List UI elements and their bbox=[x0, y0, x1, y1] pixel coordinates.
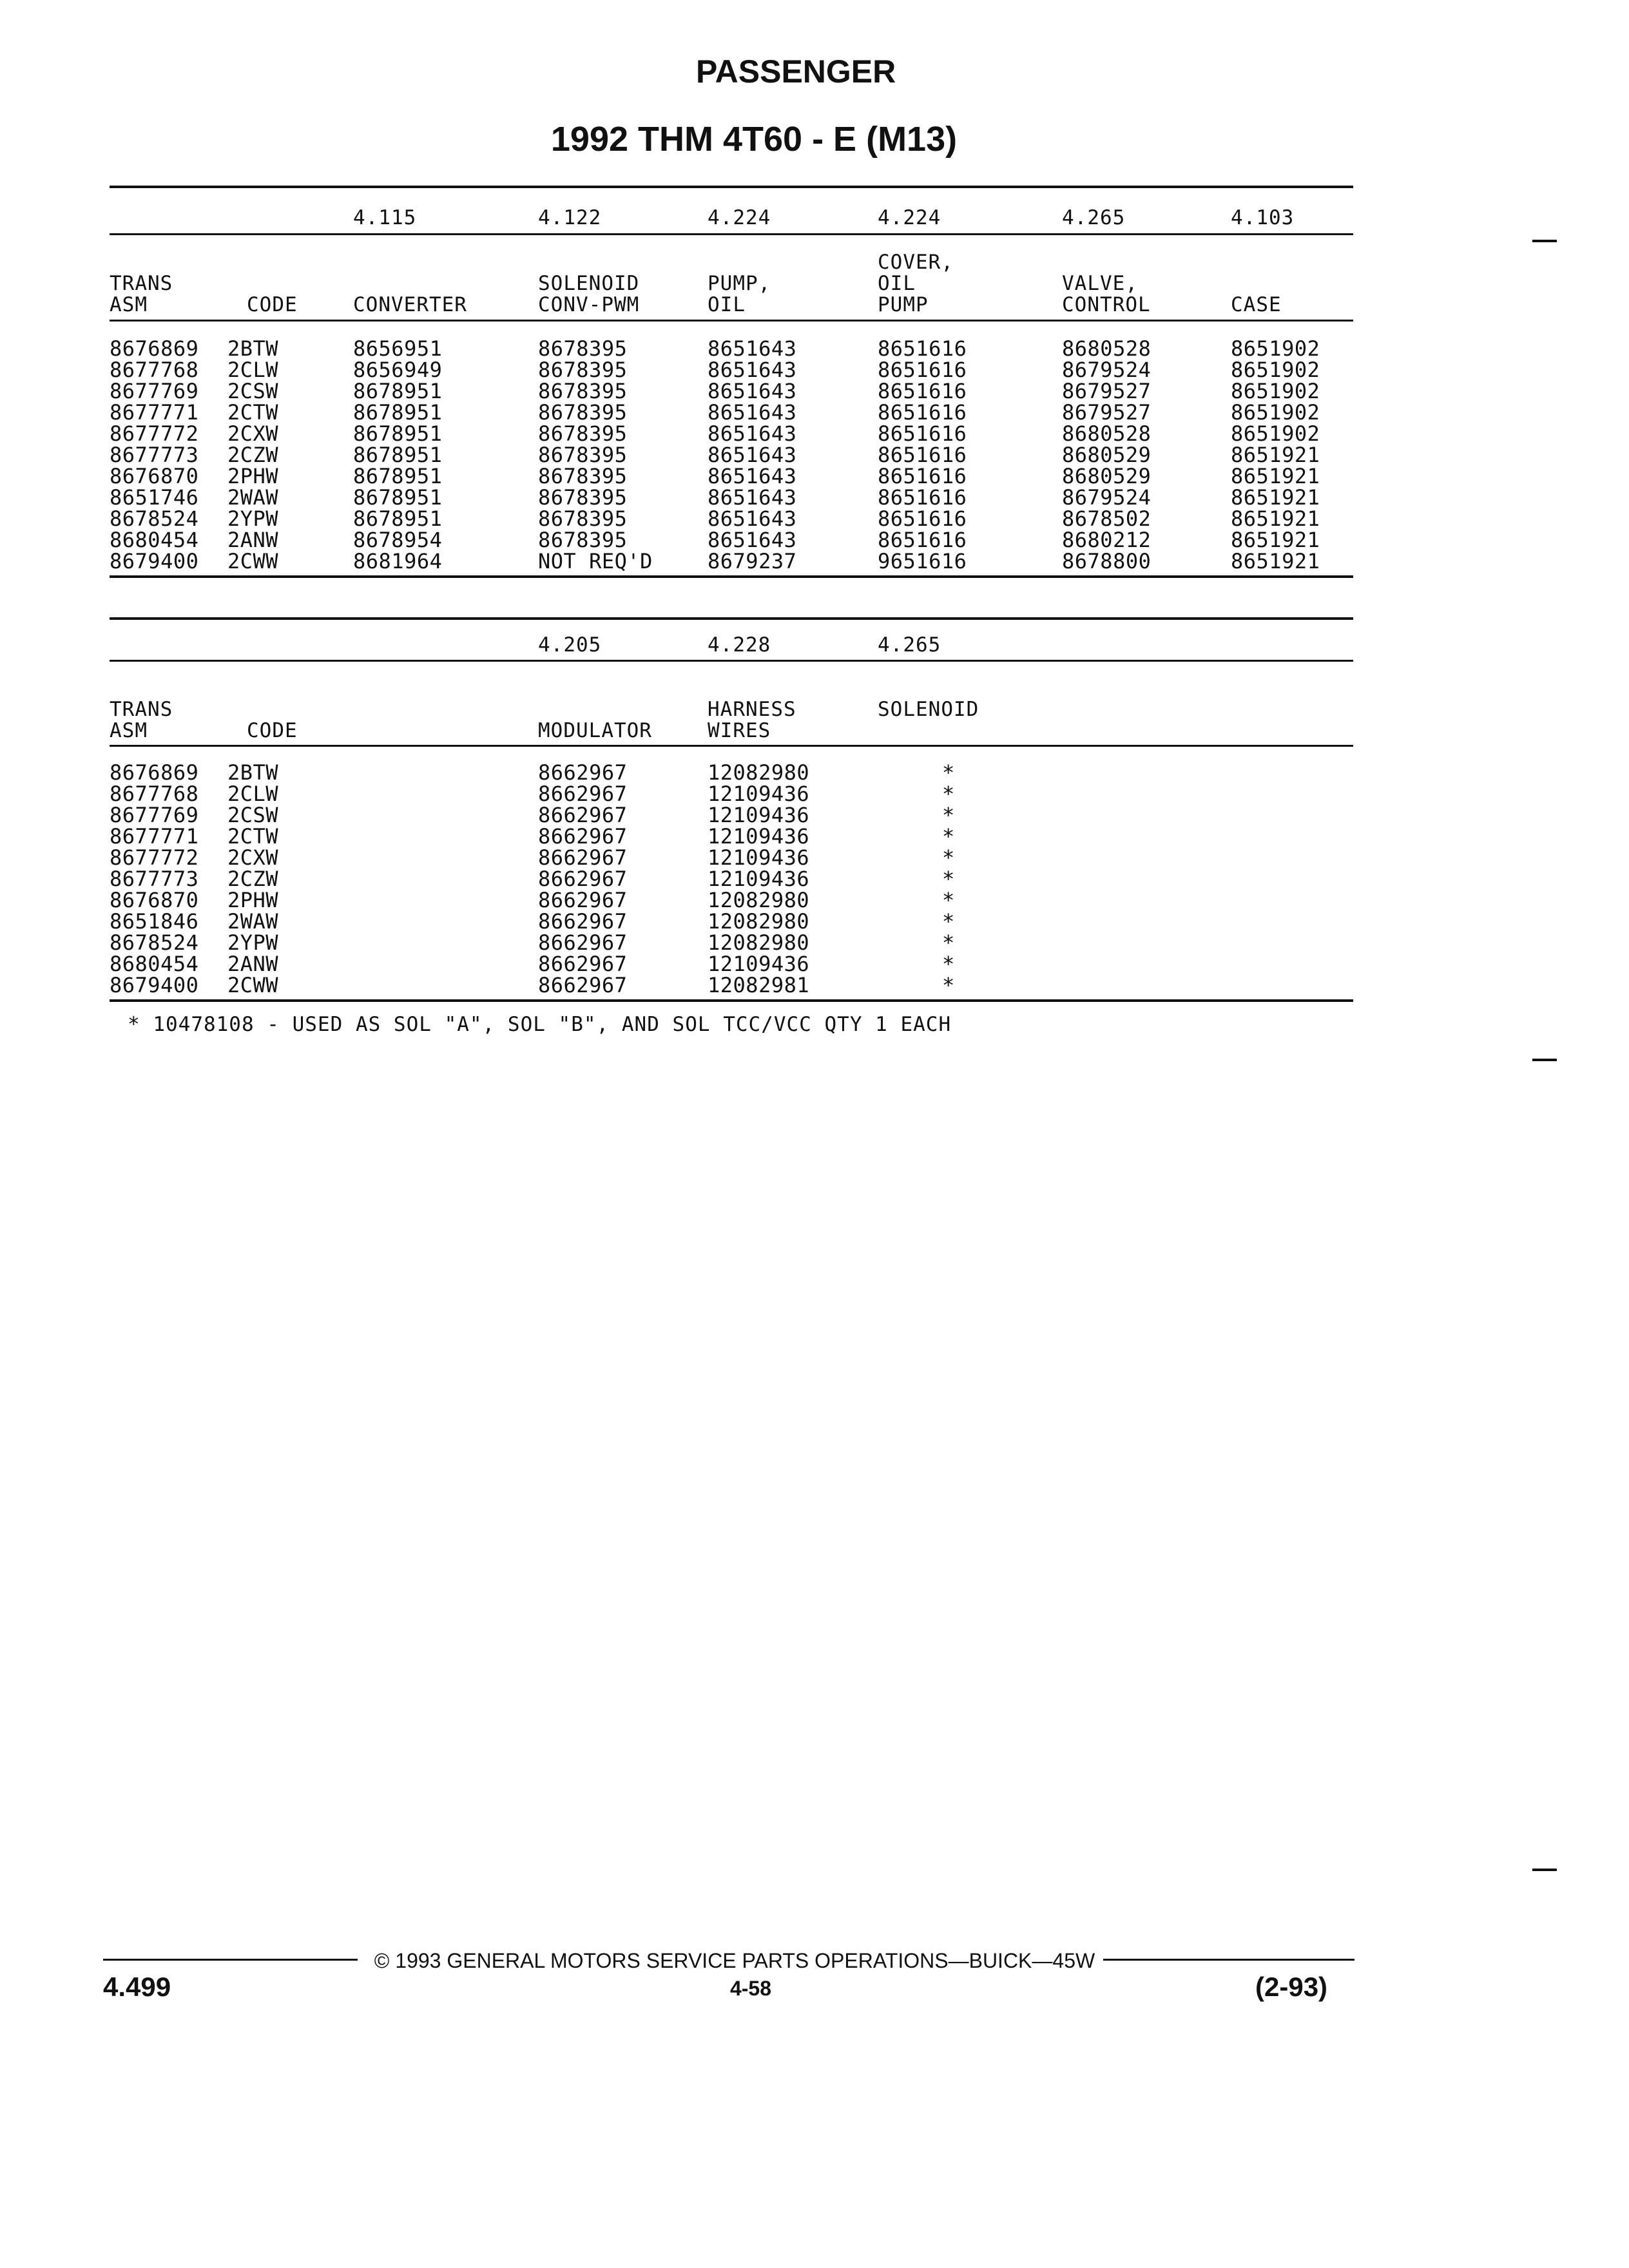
table-cell: 8679400 bbox=[110, 973, 199, 997]
table-cell: 8651746 bbox=[110, 485, 199, 510]
table-cell: 2CWW bbox=[227, 973, 279, 997]
table-cell: 8677772 bbox=[110, 845, 199, 870]
table-cell: 8676870 bbox=[110, 888, 199, 912]
table-cell: 2CWW bbox=[227, 549, 279, 573]
table-cell: 12109436 bbox=[708, 867, 810, 891]
table-row bbox=[0, 888, 1629, 912]
table-cell: 8651921 bbox=[1231, 485, 1320, 510]
table-cell: 8678395 bbox=[538, 443, 628, 467]
table-cell: 8677769 bbox=[110, 803, 199, 827]
table-row bbox=[0, 379, 1629, 403]
table-cell: 8651643 bbox=[708, 379, 797, 403]
table-cell: 8651921 bbox=[1231, 549, 1320, 573]
table-cell: 12109436 bbox=[708, 782, 810, 806]
table-cell: 8680529 bbox=[1062, 443, 1152, 467]
table-cell: 8676870 bbox=[110, 464, 199, 488]
table-cell: 2ANW bbox=[227, 528, 279, 552]
table-cell: 8656951 bbox=[353, 336, 443, 361]
table-cell: * bbox=[942, 803, 955, 827]
table-cell: 2BTW bbox=[227, 760, 279, 785]
table-cell: NOT REQ'D bbox=[538, 549, 653, 573]
table-cell: 8651616 bbox=[878, 400, 967, 425]
table-cell: 2CSW bbox=[227, 379, 279, 403]
table-row bbox=[0, 782, 1629, 806]
table-cell: 2CXW bbox=[227, 421, 279, 446]
table-cell: * bbox=[942, 973, 955, 997]
document-category: PASSENGER bbox=[696, 53, 896, 90]
group-number: 4.103 bbox=[1231, 206, 1295, 229]
table-cell: 8651643 bbox=[708, 443, 797, 467]
table-cell: 8678800 bbox=[1062, 549, 1152, 573]
table-cell: 2CLW bbox=[227, 358, 279, 382]
group-number: 4.265 bbox=[878, 633, 941, 657]
table-cell: 8651643 bbox=[708, 358, 797, 382]
column-header: CASE bbox=[1231, 293, 1282, 316]
table-cell: 8678395 bbox=[538, 528, 628, 552]
column-header: CODE bbox=[247, 293, 298, 316]
table-cell: 8651921 bbox=[1231, 464, 1320, 488]
table-cell: 2CLW bbox=[227, 782, 279, 806]
table-cell: 8662967 bbox=[538, 845, 628, 870]
table-cell: 2ANW bbox=[227, 952, 279, 976]
table-cell: 8680454 bbox=[110, 952, 199, 976]
section-number: 4.499 bbox=[103, 1972, 171, 2002]
group-number: 4.122 bbox=[538, 206, 602, 229]
table-cell: 8677771 bbox=[110, 400, 199, 425]
table-cell: 8680528 bbox=[1062, 336, 1152, 361]
table-row bbox=[0, 400, 1629, 425]
table-cell: 8651902 bbox=[1231, 336, 1320, 361]
group-number: 4.224 bbox=[708, 206, 771, 229]
table-row bbox=[0, 443, 1629, 467]
table-cell: 8676869 bbox=[110, 336, 199, 361]
table-cell: 8677773 bbox=[110, 867, 199, 891]
table-row bbox=[0, 336, 1629, 361]
table-cell: 8651616 bbox=[878, 421, 967, 446]
table-rule bbox=[110, 617, 1353, 620]
table-row bbox=[0, 485, 1629, 510]
table-rule bbox=[110, 186, 1353, 188]
table-cell: 2YPW bbox=[227, 506, 279, 531]
table-row bbox=[0, 421, 1629, 446]
group-number: 4.205 bbox=[538, 633, 602, 657]
table-cell: 2WAW bbox=[227, 485, 279, 510]
table-cell: 8677768 bbox=[110, 358, 199, 382]
table-cell: 8677769 bbox=[110, 379, 199, 403]
table-cell: 8679400 bbox=[110, 549, 199, 573]
group-number: 4.115 bbox=[353, 206, 417, 229]
table-cell: 8679524 bbox=[1062, 358, 1152, 382]
table-cell: 12109436 bbox=[708, 952, 810, 976]
table-cell: 8662967 bbox=[538, 952, 628, 976]
table-cell: 8678951 bbox=[353, 464, 443, 488]
table-row bbox=[0, 930, 1629, 955]
table-cell: 8678951 bbox=[353, 379, 443, 403]
table-cell: 8678395 bbox=[538, 358, 628, 382]
table-cell: * bbox=[942, 782, 955, 806]
table-cell: 2PHW bbox=[227, 888, 279, 912]
table-cell: 8662967 bbox=[538, 803, 628, 827]
column-header: CONVERTER bbox=[353, 293, 467, 316]
column-header: HARNESS WIRES bbox=[708, 698, 796, 742]
table-row bbox=[0, 506, 1629, 531]
table-row bbox=[0, 528, 1629, 552]
table-body bbox=[0, 760, 1629, 999]
table-cell: 8677768 bbox=[110, 782, 199, 806]
table-cell: 8651902 bbox=[1231, 379, 1320, 403]
table-cell: 8651921 bbox=[1231, 506, 1320, 531]
table-cell: 8678951 bbox=[353, 400, 443, 425]
table-row bbox=[0, 952, 1629, 976]
table-cell: 8678395 bbox=[538, 464, 628, 488]
table-cell: 8678954 bbox=[353, 528, 443, 552]
table-row bbox=[0, 867, 1629, 891]
table-cell: 8651921 bbox=[1231, 528, 1320, 552]
table-cell: 2CTW bbox=[227, 824, 279, 849]
column-header: SOLENOID CONV-PWM bbox=[538, 272, 640, 316]
column-header: VALVE, CONTROL bbox=[1062, 272, 1151, 316]
table-body bbox=[0, 336, 1629, 575]
table-cell: 8679524 bbox=[1062, 485, 1152, 510]
table-rule bbox=[110, 745, 1353, 747]
table-cell: * bbox=[942, 867, 955, 891]
table-cell: 8678951 bbox=[353, 443, 443, 467]
table-cell: 2CSW bbox=[227, 803, 279, 827]
table-cell: 8678951 bbox=[353, 485, 443, 510]
table-cell: 8678524 bbox=[110, 506, 199, 531]
table-cell: 8680528 bbox=[1062, 421, 1152, 446]
margin-mark bbox=[1532, 1059, 1557, 1061]
table-cell: 8651643 bbox=[708, 400, 797, 425]
revision-date: (2-93) bbox=[1255, 1972, 1328, 2002]
footer-rule bbox=[1103, 1959, 1354, 1961]
margin-mark bbox=[1532, 240, 1557, 242]
table-cell: 12109436 bbox=[708, 824, 810, 849]
table-cell: * bbox=[942, 888, 955, 912]
table-cell: 8651902 bbox=[1231, 421, 1320, 446]
column-header: SOLENOID bbox=[878, 698, 979, 721]
table-cell: 2YPW bbox=[227, 930, 279, 955]
table-cell: 12082980 bbox=[708, 760, 810, 785]
table-rule bbox=[110, 575, 1353, 578]
table-rule bbox=[110, 320, 1353, 322]
document-title: 1992 THM 4T60 - E (M13) bbox=[550, 120, 958, 159]
table-cell: 8678395 bbox=[538, 506, 628, 531]
table-cell: 8651846 bbox=[110, 909, 199, 934]
table-cell: 8679527 bbox=[1062, 400, 1152, 425]
table-cell: 8677771 bbox=[110, 824, 199, 849]
table-cell: 8679237 bbox=[708, 549, 797, 573]
table-row bbox=[0, 358, 1629, 382]
table-cell: * bbox=[942, 845, 955, 870]
table-cell: 2PHW bbox=[227, 464, 279, 488]
table-cell: 8662967 bbox=[538, 867, 628, 891]
column-header: MODULATOR bbox=[538, 719, 652, 742]
table-cell: 2BTW bbox=[227, 336, 279, 361]
table-cell: 8678951 bbox=[353, 506, 443, 531]
table-cell: 2CZW bbox=[227, 443, 279, 467]
table-cell: 8656949 bbox=[353, 358, 443, 382]
table-cell: 8651902 bbox=[1231, 358, 1320, 382]
table-cell: 8679527 bbox=[1062, 379, 1152, 403]
table-cell: 8678395 bbox=[538, 421, 628, 446]
table-cell: 8651902 bbox=[1231, 400, 1320, 425]
table-cell: 8651616 bbox=[878, 443, 967, 467]
table-cell: 8678395 bbox=[538, 485, 628, 510]
table-cell: 8681964 bbox=[353, 549, 443, 573]
table-cell: 8677773 bbox=[110, 443, 199, 467]
table-cell: 12082980 bbox=[708, 888, 810, 912]
group-number: 4.265 bbox=[1062, 206, 1126, 229]
table-cell: 8680529 bbox=[1062, 464, 1152, 488]
table-cell: 12109436 bbox=[708, 845, 810, 870]
table-cell: 8662967 bbox=[538, 760, 628, 785]
table-cell: 9651616 bbox=[878, 549, 967, 573]
table-cell: 12109436 bbox=[708, 803, 810, 827]
table-cell: 8676869 bbox=[110, 760, 199, 785]
table-cell: 12082980 bbox=[708, 930, 810, 955]
table-cell: 8651643 bbox=[708, 485, 797, 510]
table-cell: 8651643 bbox=[708, 336, 797, 361]
table-cell: 8651616 bbox=[878, 358, 967, 382]
table-cell: 8651616 bbox=[878, 464, 967, 488]
table-row bbox=[0, 803, 1629, 827]
table-cell: 8651616 bbox=[878, 336, 967, 361]
table-cell: 8651616 bbox=[878, 379, 967, 403]
group-number: 4.224 bbox=[878, 206, 941, 229]
table-cell: * bbox=[942, 930, 955, 955]
table-cell: 12082981 bbox=[708, 973, 810, 997]
table-cell: 8678395 bbox=[538, 336, 628, 361]
table-cell: 8662967 bbox=[538, 888, 628, 912]
table-cell: 2CTW bbox=[227, 400, 279, 425]
group-number: 4.228 bbox=[708, 633, 771, 657]
column-header: COVER, OIL PUMP bbox=[878, 251, 954, 316]
table-row bbox=[0, 845, 1629, 870]
table-cell: 2WAW bbox=[227, 909, 279, 934]
page-number: 4-58 bbox=[729, 1977, 772, 2000]
table-cell: 8651616 bbox=[878, 485, 967, 510]
table-row bbox=[0, 549, 1629, 573]
table-cell: 8678395 bbox=[538, 400, 628, 425]
column-header: TRANS ASM bbox=[110, 272, 173, 316]
table-cell: 8662967 bbox=[538, 824, 628, 849]
column-header: CODE bbox=[247, 719, 298, 742]
table-cell: 8651643 bbox=[708, 464, 797, 488]
table-cell: 8680212 bbox=[1062, 528, 1152, 552]
table-cell: 8662967 bbox=[538, 930, 628, 955]
table-cell: 8680454 bbox=[110, 528, 199, 552]
table-rule bbox=[110, 233, 1353, 235]
footer-rule bbox=[103, 1959, 358, 1961]
margin-mark bbox=[1532, 1869, 1557, 1871]
table-cell: 8677772 bbox=[110, 421, 199, 446]
table-cell: 8651643 bbox=[708, 528, 797, 552]
table-cell: 2CZW bbox=[227, 867, 279, 891]
table-cell: * bbox=[942, 909, 955, 934]
table-cell: * bbox=[942, 824, 955, 849]
table-cell: 8651921 bbox=[1231, 443, 1320, 467]
table-cell: 8662967 bbox=[538, 973, 628, 997]
table-cell: 8662967 bbox=[538, 782, 628, 806]
table-cell: 8651643 bbox=[708, 506, 797, 531]
table-cell: 8651616 bbox=[878, 528, 967, 552]
table-row bbox=[0, 760, 1629, 785]
column-header: TRANS ASM bbox=[110, 698, 173, 742]
table-row bbox=[0, 824, 1629, 849]
table-cell: 8678524 bbox=[110, 930, 199, 955]
table-cell: 8678951 bbox=[353, 421, 443, 446]
table-rule bbox=[110, 660, 1353, 662]
table-cell: 8678395 bbox=[538, 379, 628, 403]
table-cell: * bbox=[942, 952, 955, 976]
table-cell: 8678502 bbox=[1062, 506, 1152, 531]
solenoid-footnote: * 10478108 - USED AS SOL "A", SOL "B", AND SOL TCC/VCC QTY 1 EACH bbox=[128, 1013, 952, 1036]
table-row bbox=[0, 909, 1629, 934]
table-row bbox=[0, 973, 1629, 997]
table-cell: 12082980 bbox=[708, 909, 810, 934]
table-cell: 8651616 bbox=[878, 506, 967, 531]
copyright-line: © 1993 GENERAL MOTORS SERVICE PARTS OPERATIONS—BUICK—45W bbox=[374, 1949, 1095, 1972]
column-header: PUMP, OIL bbox=[708, 272, 771, 316]
table-cell: 8662967 bbox=[538, 909, 628, 934]
table-cell: 2CXW bbox=[227, 845, 279, 870]
table-cell: * bbox=[942, 760, 955, 785]
table-row bbox=[0, 464, 1629, 488]
table-rule bbox=[110, 999, 1353, 1002]
table-cell: 8651643 bbox=[708, 421, 797, 446]
